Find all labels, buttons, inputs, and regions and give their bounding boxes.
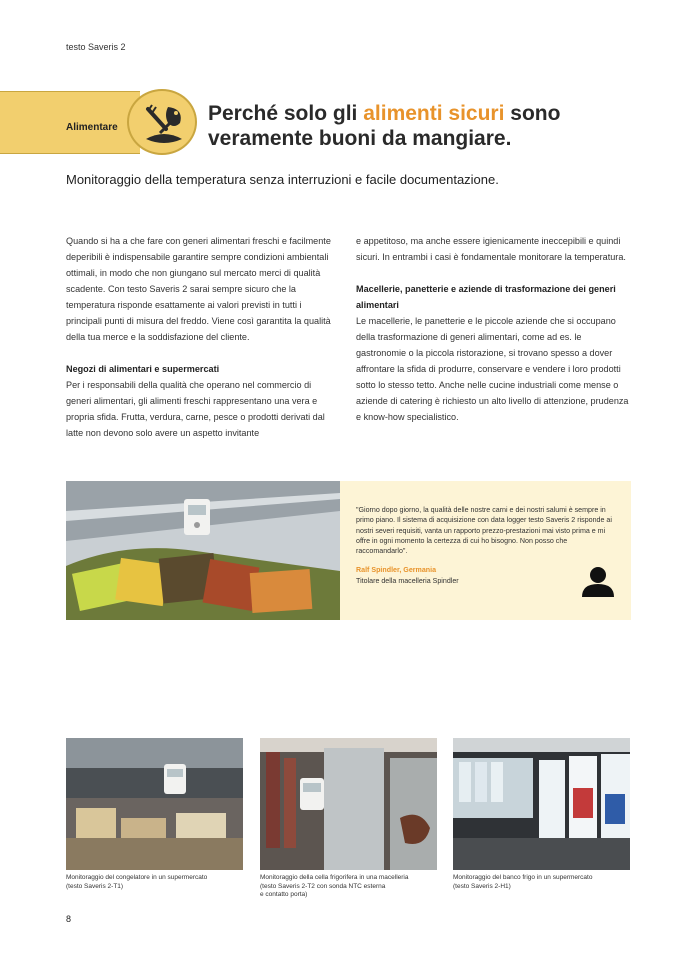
headline-accent: alimenti sicuri [363, 102, 505, 125]
testimonial-role: Titolare della macelleria Spindler [356, 577, 459, 585]
testimonial-text: "Giorno dopo giorno, la qualità delle nostre carni e dei nostri salumi è sempre in primo piano. Il sistema di acquisizione con data logger testo Saveris 2 risponde ai nostri severi requisiti, vanta un rapporto prezzo-prestazioni mai visto prima e mi offre in ogni momento la certezza di cui ho bisogno. Non posso che raccomandarlo". [356, 506, 612, 556]
intro-paragraph: Quando si ha a che fare con generi alimentari freschi e facilmente deperibili è indispensabile garantire sempre condizioni ambientali ottimali, in modo che non giungano sul mercato merci di qualità scadente. Con testo Saveris 2 sarai sempre sicuro che la temperatura risponde esattamente ai valori previsti in tutti i principali punti di misura del freddo. Viene così garantita la qualità della tua merce e la soddisfazione del cliente. [66, 236, 331, 342]
caption-1 [66, 874, 244, 891]
caption-1-line2: (testo Saveris 2-T1) [66, 882, 124, 890]
caption-3-line2: (testo Saveris 2-H1) [453, 882, 511, 890]
body-column-right [356, 233, 631, 441]
testimonial-box [340, 481, 631, 620]
butcher-coldroom-photo [260, 738, 437, 870]
caption-2-line2: (testo Saveris 2-T2 con sonda NTC esterna [260, 882, 386, 890]
page-subtitle: Monitoraggio della temperatura senza interruzioni e facile documentazione. [66, 172, 499, 187]
document-header: testo Saveris 2 [66, 42, 126, 52]
headline-part2: sono veramente buoni da mangiare. [208, 102, 561, 150]
page-headline [208, 101, 668, 151]
caption-1-line1: Monitoraggio del congelatore in un supermercato [66, 874, 208, 881]
section-label: Alimentare [66, 122, 118, 133]
heading-butchers: Macellerie, panetterie e aziende di trasformazione dei generi alimentari [356, 284, 616, 310]
food-badge-icon [127, 89, 197, 155]
person-icon [581, 565, 615, 599]
caption-2-line1: Monitoraggio della cella frigorifera in una macelleria [260, 874, 409, 881]
freezer-photo [66, 481, 340, 620]
paragraph-supermarkets: Per i responsabili della qualità che operano nel commercio di generi alimentari, gli alimenti freschi rappresentano una vera e propria sfida. Frutta, verdura, carne, pesce o prodotti derivati dal latte non devono solo avere un aspetto invitante [66, 380, 325, 438]
paragraph-supermarkets-cont: e appetitoso, ma anche essere igienicamente ineccepibili e quindi sicuri. In entrambi i casi è fondamentale monitorare la temperatura. [356, 236, 626, 262]
supermarket-fridge-photo [453, 738, 630, 870]
paragraph-butchers: Le macellerie, le panetterie e le piccole aziende che si occupano della trasformazione di generi alimentari, come ad es. le gastronomie o la piccola ristorazione, si trovano spesso a dover affrontare la sfida di produrre, conservare e vendere i loro prodotti sotto lo stesso tetto. Anche nelle cucine industriali come mense o aziende di catering è richiesto un alto livello di attenzione, prudenza e know-how specialistico. [356, 316, 629, 422]
caption-2-line3: e contatto porta) [260, 891, 308, 898]
caption-2 [260, 874, 438, 900]
body-column-left [66, 233, 338, 457]
headline-part1: Perché solo gli [208, 102, 364, 125]
heading-supermarkets: Negozi di alimentari e supermercati [66, 364, 220, 374]
caption-3-line1: Monitoraggio del banco frigo in un supermercato [453, 874, 593, 881]
section-band [0, 91, 140, 154]
page-number: 8 [66, 914, 72, 924]
testimonial-author: Ralf Spindler, Germania [356, 566, 437, 574]
supermarket-freezer-photo [66, 738, 243, 870]
caption-3 [453, 874, 631, 891]
